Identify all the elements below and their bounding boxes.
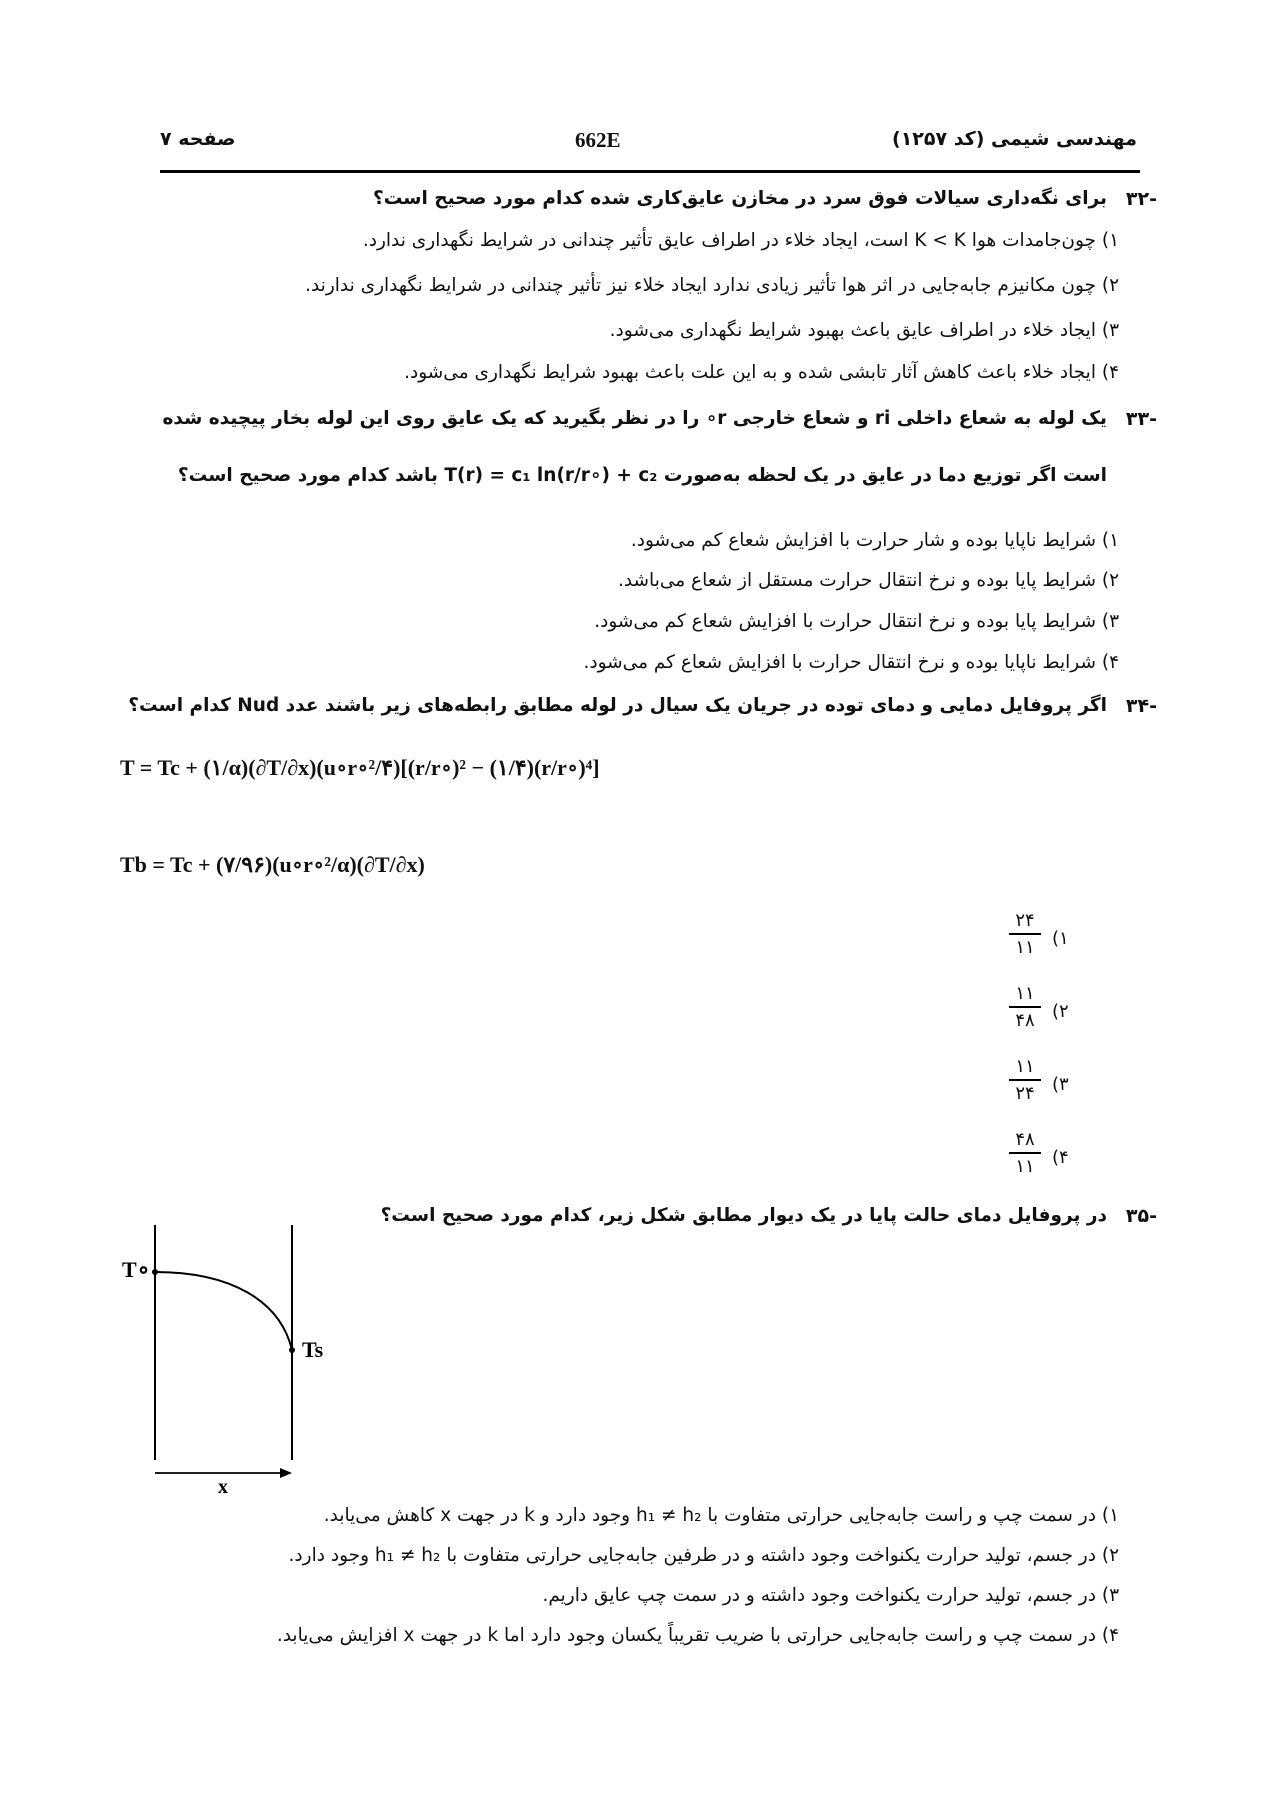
q34-option-4-label: (۴ [1052, 1147, 1069, 1168]
q32-option-2: ۲) چون مکانیزم جابه‌جایی در اثر هوا تأثیر زیادی ندارد ایجاد خلاء نیز تأثیر چندانی در شرایط نگهداری ندارند. [305, 275, 1119, 296]
q34-number: ۳۴- [1125, 695, 1157, 717]
q34-option-3-label: (۳ [1052, 1074, 1069, 1095]
q34-option-2-denominator: ۴۸ [1015, 1009, 1035, 1031]
q33-number: ۳۳- [1125, 408, 1157, 430]
q32-number: ۳۲- [1125, 188, 1157, 210]
q34-option-4-fraction [1005, 1129, 1045, 1177]
ts-label: Ts [302, 1337, 324, 1362]
x-axis-arrowhead [280, 1468, 292, 1478]
q33-line-1: یک لوله به شعاع داخلی ri و شعاع خارجی r∘ را در نظر بگیرید که یک عایق روی این لوله بخار پیچیده شده [162, 408, 1107, 429]
header-rule [160, 170, 1140, 173]
q34-option-3-numerator: ۱۱ [1015, 1056, 1035, 1077]
t0-label: T∘ [122, 1257, 151, 1282]
q34-option-4-denominator: ۱۱ [1015, 1155, 1035, 1177]
q34-equation-bulk: Tb = Tc + (۷/۹۶)(u∘r∘²/α)(∂T/∂x) [120, 852, 425, 877]
q34-equation-profile: T = Tc + (۱/α)(∂T/∂x)(u∘r∘²/۴)[(r/r∘)² − (۱/۴)(r/r∘)⁴] [120, 755, 600, 780]
q35-option-3: ۳) در جسم، تولید حرارت یکنواخت وجود داشته و در سمت چپ عایق داریم. [542, 1585, 1119, 1606]
q34-option-2-numerator: ۱۱ [1015, 983, 1035, 1004]
q34-option-4-numerator: ۴۸ [1015, 1129, 1035, 1150]
q35-number: ۳۵- [1125, 1205, 1157, 1227]
fraction-bar [1009, 933, 1041, 935]
q33-option-2: ۲) شرایط پایا بوده و نرخ انتقال حرارت مستقل از شعاع می‌باشد. [617, 570, 1119, 591]
q34-option-3-fraction [1005, 1056, 1045, 1104]
q32-text: برای نگه‌داری سیالات فوق سرد در مخازن عایق‌کاری شده کدام مورد صحیح است؟ [372, 188, 1107, 209]
q34-option-3-denominator: ۲۴ [1015, 1082, 1035, 1104]
wall-temperature-profile-figure [110, 1215, 350, 1495]
q32-option-1: ۱) چون‌جامدات هوا K < K است، ایجاد خلاء در اطراف عایق تأثیر چندانی در شرایط نگهداری ندارد. [362, 230, 1119, 251]
q34-option-2-fraction [1005, 983, 1045, 1031]
q34-text: اگر پروفایل دمایی و دمای توده در جریان یک سیال در لوله مطابق رابطه‌های زیر باشند عدد Nud کدام است؟ [128, 695, 1107, 716]
ts-point [289, 1347, 295, 1353]
q34-option-1-denominator: ۱۱ [1015, 936, 1035, 958]
header-page-number: صفحه ۷ [160, 128, 236, 150]
q35-option-1: ۱) در سمت چپ و راست جابه‌جایی حرارتی متفاوت با h₁ ≠ h₂ وجود دارد و k در جهت x کاهش می‌یابد. [323, 1505, 1119, 1526]
q34-option-1-numerator: ۲۴ [1015, 910, 1035, 931]
q33-line-2: است اگر توزیع دما در عایق در یک لحظه به‌صورت T(r) = c₁ ln(r/r∘) + c₂ باشد کدام مورد صحیح است؟ [177, 465, 1107, 486]
q33-option-3: ۳) شرایط پایا بوده و نرخ انتقال حرارت با افزایش شعاع کم می‌شود. [594, 611, 1119, 632]
header-booklet-code: 662E [575, 128, 621, 152]
q35-option-2: ۲) در جسم، تولید حرارت یکنواخت وجود داشته و در طرفین جابه‌جایی حرارتی متفاوت با h₁ ≠ h₂ وجود دارد. [288, 1545, 1119, 1566]
q33-option-1: ۱) شرایط ناپایا بوده و شار حرارت با افزایش شعاع کم می‌شود. [630, 530, 1119, 551]
q34-option-1-label: (۱ [1052, 928, 1069, 949]
q35-option-4: ۴) در سمت چپ و راست جابه‌جایی حرارتی با ضریب تقریباً یکسان وجود دارد اما k در جهت x افزایش می‌یابد. [276, 1625, 1119, 1646]
fraction-bar [1009, 1079, 1041, 1081]
q32-option-4: ۴) ایجاد خلاء باعث کاهش آثار تابشی شده و به این علت باعث بهبود شرایط نگهداری می‌شود. [404, 362, 1119, 383]
q34-option-1-fraction [1005, 910, 1045, 958]
fraction-bar [1009, 1152, 1041, 1154]
t0-point [152, 1269, 158, 1275]
q32-option-3: ۳) ایجاد خلاء در اطراف عایق باعث بهبود شرایط نگهداری می‌شود. [609, 320, 1119, 341]
q35-text: در پروفایل دمای حالت پایا در یک دیوار مطابق شکل زیر، کدام مورد صحیح است؟ [380, 1205, 1107, 1226]
fraction-bar [1009, 1006, 1041, 1008]
q34-option-2-label: (۲ [1052, 1001, 1069, 1022]
x-axis-label: x [218, 1476, 228, 1495]
q33-option-4: ۴) شرایط ناپایا بوده و نرخ انتقال حرارت با افزایش شعاع کم می‌شود. [583, 652, 1119, 673]
temperature-profile-curve [155, 1272, 292, 1350]
header-exam-title: مهندسی شیمی (کد ۱۲۵۷) [892, 128, 1137, 150]
